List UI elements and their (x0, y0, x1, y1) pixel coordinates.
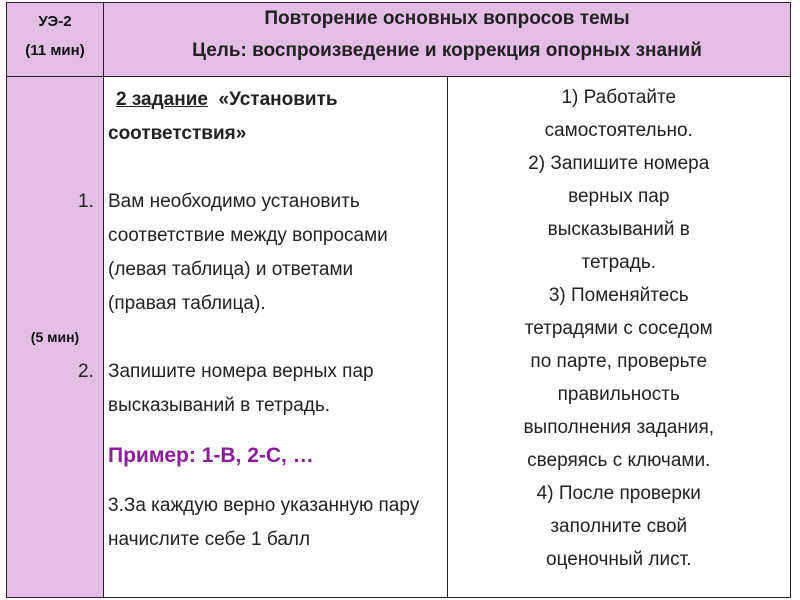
stage-code: УЭ-2 (38, 13, 72, 30)
instruction-line: выполнения задания, (523, 417, 715, 438)
task-item-1-number: 1. (78, 191, 94, 212)
task-item-3-line: 3.За каждую верно указанную пару (108, 495, 420, 516)
instruction-line: оценочный лист. (546, 549, 692, 570)
header-row (7, 3, 791, 77)
instruction-line: тетрадь. (581, 252, 657, 273)
task-title-number: 2 задание (116, 89, 208, 110)
task-item-1-line: соответствие между вопросами (108, 225, 388, 246)
task-item-2-number: 2. (78, 361, 94, 382)
instruction-line: самостоятельно. (544, 120, 693, 141)
side-cell (7, 77, 104, 598)
instructions-cell (447, 77, 791, 598)
task-item-2-line: Запишите номера верных пар (108, 361, 374, 382)
task-item-2 (78, 355, 447, 423)
stage-duration: (11 мин) (25, 42, 85, 59)
task-example: Пример: 1-В, 2-С, … (108, 444, 314, 467)
instruction-line: 4) После проверки (536, 483, 701, 504)
lesson-table (6, 2, 791, 598)
task-title (108, 83, 447, 117)
instruction-line: 3) Поменяйтесь (548, 285, 689, 306)
content-row (7, 77, 791, 598)
header-title: Повторение основных вопросов темы (264, 8, 630, 29)
task-title-text: «Установить (218, 89, 338, 110)
instruction-line: по парте, проверьте (530, 351, 708, 372)
instruction-line: высказываний в (547, 219, 690, 240)
instruction-line: тетрадями с соседом (524, 318, 713, 339)
instruction-line: правильность (557, 384, 680, 405)
task-item-1 (78, 185, 447, 321)
task-cell (78, 77, 448, 598)
task-item-1-line: (левая таблица) и ответами (108, 259, 354, 280)
task-title-line2: соответствия» (108, 123, 247, 144)
instruction-line: 1) Работайте (561, 87, 677, 108)
stage-cell (7, 3, 104, 77)
task-item-1-line: (правая таблица). (108, 293, 266, 314)
instruction-line: 2) Запишите номера (528, 153, 710, 174)
task-item-3-line: начислите себе 1 балл (108, 529, 311, 550)
task-item-2-line: высказываний в тетрадь. (108, 395, 331, 416)
header-goal: Цель: воспроизведение и коррекция опорных знаний (192, 40, 702, 61)
task-item-1-line: Вам необходимо установить (108, 191, 360, 212)
side-duration: (5 мин) (30, 329, 80, 345)
instruction-line: сверяясь с ключами. (527, 450, 711, 471)
instruction-line: заполните свой (550, 516, 688, 537)
header-title-cell (104, 3, 791, 77)
instruction-line: верных пар (568, 186, 670, 207)
